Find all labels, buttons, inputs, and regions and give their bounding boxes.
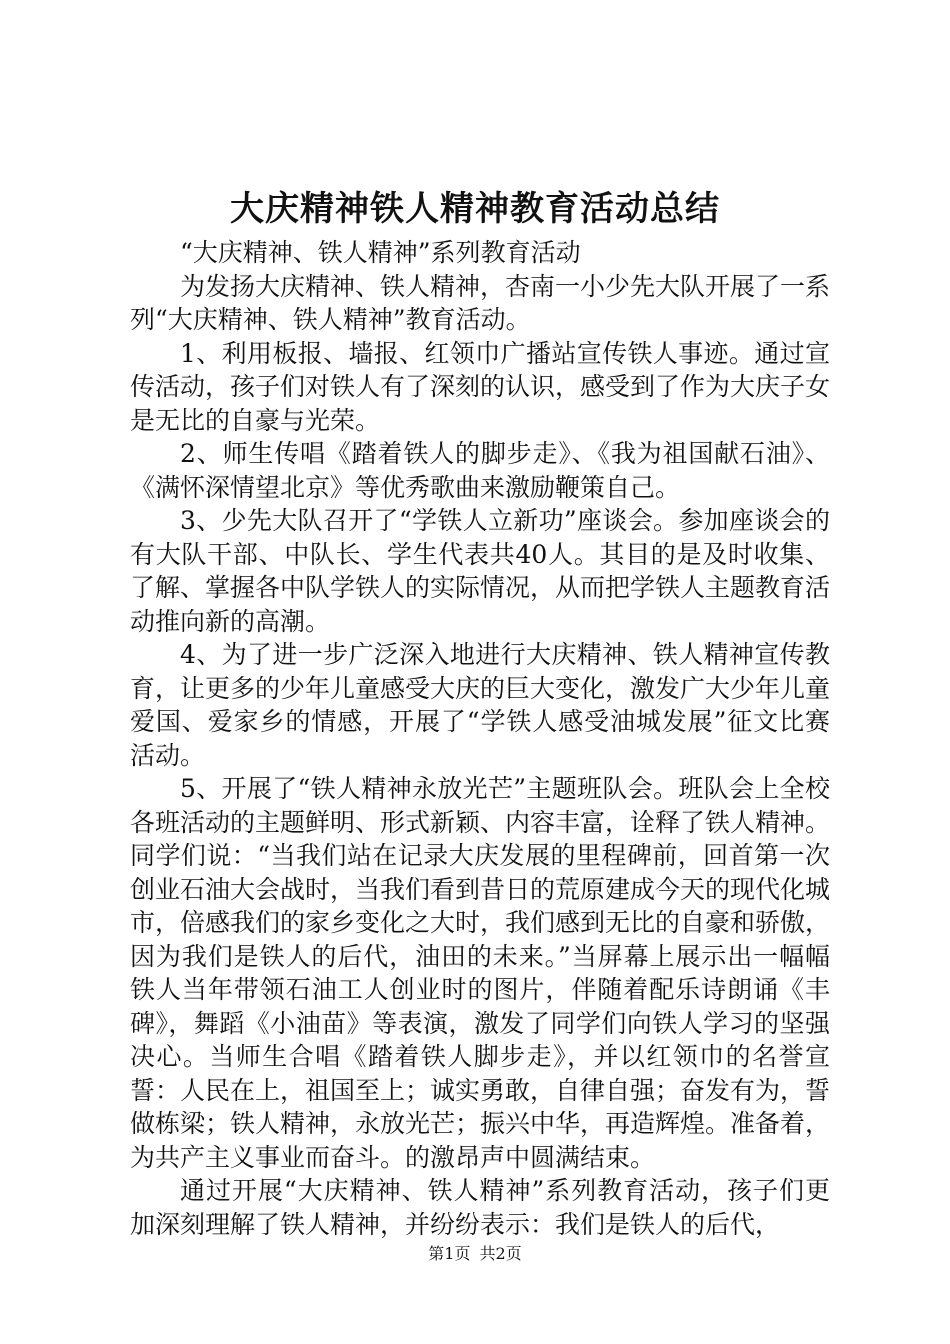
paragraph-item-3: 3、少先大队召开了“学铁人立新功”座谈会。参加座谈会的有大队干部、中队长、学生代表共40人。其目的是及时收集、了解、掌握各中队学铁人的实际情况，从而把学铁人主题教育活动推向新的高潮。 xyxy=(130,506,831,636)
paragraph-item-1: 1、利用板报、墙报、红领巾广播站宣传铁人事迹。通过宣传活动，孩子们对铁人有了深刻的认识，感受到了作为大庆子女是无比的自豪与光荣。 xyxy=(130,338,831,435)
paragraph-intro: 为发扬大庆精神、铁人精神，杏南一小少先大队开展了一系列“大庆精神、铁人精神”教育活动。 xyxy=(130,271,831,334)
document-body xyxy=(130,236,830,1241)
page-number: 第1页 共2页 xyxy=(428,1244,522,1263)
document-title: 大庆精神铁人精神教育活动总结 xyxy=(230,189,720,229)
paragraph-item-2: 2、师生传唱《踏着铁人的脚步走》、《我为祖国献石油》、《满怀深情望北京》等优秀歌曲来激励鞭策自己。 xyxy=(130,439,830,502)
paragraph-subtitle: “大庆精神、铁人精神”系列教育活动 xyxy=(180,238,581,267)
paragraph-item-5: 5、开展了“铁人精神永放光芒”主题班队会。班队会上全校各班活动的主题鲜明、形式新颖、内容丰富，诠释了铁人精神。同学们说：“当我们站在记录大庆发展的里程碑前，回首第一次创业石油大会战时，当我们看到昔日的荒原建成今天的现代化城市，倍感我们的家乡变化之大时，我们感到无比的自豪和骄傲，因为我们是铁人的后代，油田的未来。”当屏幕上展示出一幅幅铁人当年带领石油工人创业时的图片，伴随着配乐诗朗诵《丰碑》，舞蹈《小油苗》等表演，激发了同学们向铁人学习的坚强决心。当师生合唱《踏着铁人脚步走》，并以红领巾的名誉宣誓：人民在上，祖国至上；诚实勇敢，自律自强；奋发有为，誓做栋梁；铁人精神，永放光芒；振兴中华，再造辉煌。准备着，为共产主义事业而奋斗。的激昂声中圆满结束。 xyxy=(130,774,831,1172)
paragraph-conclusion: 通过开展“大庆精神、铁人精神”系列教育活动，孩子们更加深刻理解了铁人精神，并纷纷表示：我们是铁人的后代， xyxy=(130,1176,830,1239)
paragraph-item-4: 4、为了进一步广泛深入地进行大庆精神、铁人精神宣传教育，让更多的少年儿童感受大庆的巨大变化，激发广大少年儿童爱国、爱家乡的情感，开展了“学铁人感受油城发展”征文比赛活动。 xyxy=(130,640,831,770)
